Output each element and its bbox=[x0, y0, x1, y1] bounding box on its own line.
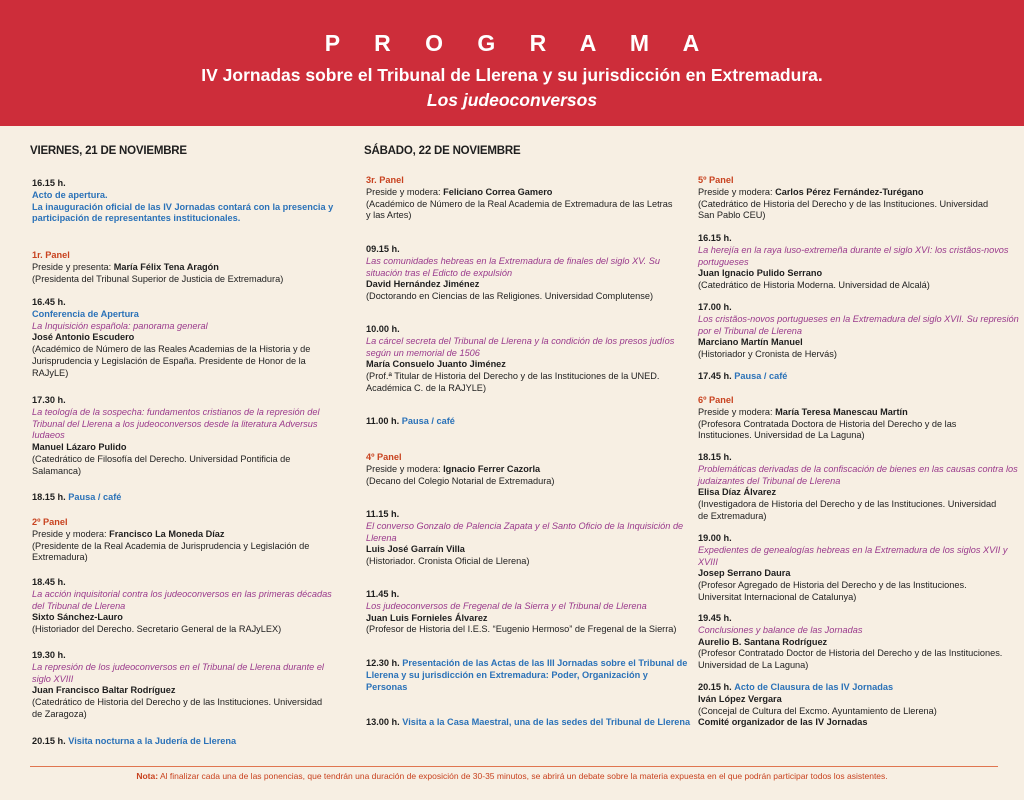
session-topic: La cárcel secreta del Tribunal de Llerena y la condición de los presos judíos bbox=[366, 335, 675, 346]
session-time: 18.45 h. bbox=[32, 577, 66, 587]
chair-affiliation: (Profesora Contratada Doctora de Historia del Derecho y de las bbox=[698, 418, 957, 429]
session-topic: Expedientes de genealogías hebreas en la Extremadura de los siglos XVII y bbox=[698, 544, 1008, 555]
session-topic: Los judeoconversos de Fregenal de la Sierra y el Tribunal de Llerena bbox=[366, 600, 647, 611]
speaker-affiliation: de Zaragoza) bbox=[32, 708, 87, 719]
session-topic: del Tribunal de Llerena bbox=[32, 600, 126, 611]
session-time: 17.00 h. bbox=[698, 302, 732, 312]
session-time: 18.15 h. bbox=[698, 452, 732, 462]
panel-6 bbox=[698, 395, 956, 442]
session-topic: por el Tribunal de Llerena bbox=[698, 325, 803, 336]
session-topic: Los cristãos-novos portugueses en la Extremadura del siglo XVII. Su represión bbox=[698, 313, 1019, 324]
session-pausa bbox=[366, 416, 455, 428]
speaker-affiliation: Salamanca) bbox=[32, 465, 82, 476]
chair-name: Feliciano Correa Gamero bbox=[443, 186, 553, 197]
session-topic: Las comunidades hebreas en la Extremadura de finales del siglo XV. Su bbox=[366, 255, 661, 266]
activity-label: Visita nocturna a la Judería de Llerena bbox=[68, 736, 237, 746]
speaker-name: Juan Ignacio Pulido Serrano bbox=[698, 268, 823, 279]
chair-prefix: Preside y modera: bbox=[32, 528, 110, 539]
session-1945 bbox=[698, 613, 1002, 672]
session-topic: El converso Gonzalo de Palencia Zapata y el Santo Oficio de la Inquisición de bbox=[366, 520, 684, 531]
chair-prefix: Preside y modera: bbox=[698, 406, 776, 417]
chair-name: María Teresa Manescau Martín bbox=[775, 406, 908, 417]
speaker-name: Juan Luis Fornieles Álvarez bbox=[366, 612, 488, 623]
session-1815 bbox=[698, 452, 1018, 523]
chair-name: María Félix Tena Aragón bbox=[113, 261, 219, 272]
session-1900 bbox=[698, 533, 1008, 604]
session-time: 20.15 h. bbox=[32, 736, 66, 746]
activity-label: Visita a la Casa Maestral, una de las sedes del Tribunal de Llerena bbox=[402, 717, 691, 727]
session-time: 19.30 h. bbox=[32, 650, 66, 660]
chair-name: Ignacio Ferrer Cazorla bbox=[443, 463, 541, 474]
session-pausa bbox=[32, 492, 121, 504]
session-time: 17.30 h. bbox=[32, 395, 66, 405]
speaker-affiliation: (Profesor Contratado Doctor de Historia del Derecho y de las Instituciones. bbox=[698, 648, 1003, 659]
day-heading-saturday: SÁBADO, 22 DE NOVIEMBRE bbox=[364, 145, 521, 157]
chair-affiliation: Extremadura) bbox=[32, 552, 88, 563]
speaker-name: Iván López Vergara bbox=[698, 693, 782, 704]
break-label: Pausa / café bbox=[68, 492, 122, 502]
panel-1 bbox=[32, 250, 283, 285]
session-time: 09.15 h. bbox=[366, 244, 400, 254]
chair-affiliation: Instituciones. Universidad de La Laguna) bbox=[698, 430, 865, 441]
session-time: 16.45 h. bbox=[32, 297, 66, 307]
speaker-affiliation: (Historiador del Derecho. Secretario General de la RAJyLEX) bbox=[32, 624, 282, 635]
session-time: 19.45 h. bbox=[698, 613, 732, 623]
session-topic: Tribunal del Llerena a los judeoconversos desde la literatura Adversus bbox=[32, 418, 318, 429]
session-topic: según un memorial de 1506 bbox=[366, 347, 480, 358]
activity-label: Acto de Clausura de las IV Jornadas bbox=[734, 682, 894, 692]
note-label: Nota: bbox=[136, 771, 159, 781]
session-topic: La represión de los judeoconversos en el Tribunal de Llerena durante el bbox=[32, 661, 324, 672]
session-desc: La inauguración oficial de las IV Jornadas contará con la presencia y bbox=[32, 201, 334, 212]
speaker-affiliation: (Profesor de Historia del I.E.S. “Eugenio Hermoso” de Fregenal de la Sierra) bbox=[366, 624, 677, 635]
session-1230 bbox=[366, 658, 687, 693]
panel-label: 2º Panel bbox=[32, 517, 68, 527]
session-time: 10.00 h. bbox=[366, 324, 400, 334]
session-1845 bbox=[32, 577, 332, 636]
session-time: 18.15 h. bbox=[32, 492, 66, 502]
session-1930 bbox=[32, 650, 324, 721]
speaker-affiliation: Universitat Internacional de Catalunya) bbox=[698, 591, 857, 602]
speaker-name: Josep Serrano Daura bbox=[698, 568, 791, 579]
speaker-affiliation: Jurisprudencia y Legislación de España. Presidente de Honor de la bbox=[32, 355, 306, 366]
panel-label: 3r. Panel bbox=[366, 175, 404, 185]
panel-label: 6º Panel bbox=[698, 395, 734, 405]
chair-prefix: Preside y presenta: bbox=[32, 261, 114, 272]
program-title: P R O G R A M A bbox=[324, 30, 714, 56]
session-time: 12.30 h. bbox=[366, 658, 400, 668]
session-visita-nocturna bbox=[32, 736, 236, 748]
speaker-affiliation: (Académico de Número de las Reales Academias de la Historia y de bbox=[32, 344, 311, 355]
session-topic: judaizantes del Tribunal de Llerena bbox=[698, 475, 841, 486]
speaker-affiliation: (Prof.ª Titular de Historia del Derecho y de las Instituciones de la UNED. bbox=[366, 371, 660, 382]
chair-name: Carlos Pérez Fernández-Turégano bbox=[775, 186, 924, 197]
session-title: Acto de apertura. bbox=[32, 189, 108, 200]
session-topic: Problemáticas derivadas de la confiscación de bienes en las causas contra los bbox=[698, 463, 1018, 474]
speaker-name: David Hernández Jiménez bbox=[366, 279, 480, 290]
activity-label: Llerena y su jurisdicción en Extremadura: Poder, Organización y bbox=[366, 669, 648, 680]
event-title: IV Jornadas sobre el Tribunal de Llerena y su jurisdicción en Extremadura. bbox=[201, 65, 823, 85]
speaker-affiliation: (Investigadora de Historia del Derecho y de las Instituciones. Universidad bbox=[698, 499, 997, 510]
panel-label: 5º Panel bbox=[698, 175, 734, 185]
speaker-affiliation: (Catedrático de Historia Moderna. Universidad de Alcalá) bbox=[698, 280, 930, 291]
speaker-name: Manuel Lázaro Pulido bbox=[32, 442, 127, 453]
session-topic: Iudaeos bbox=[32, 430, 65, 441]
session-time: 11.15 h. bbox=[366, 509, 400, 519]
session-time: 19.00 h. bbox=[698, 533, 732, 543]
organizing-committee: Comité organizador de las IV Jornadas bbox=[698, 717, 868, 728]
speaker-affiliation: (Profesor Agregado de Historia del Derecho y de las Instituciones. bbox=[698, 580, 967, 591]
session-topic: siglo XVIII bbox=[32, 673, 74, 684]
chair-prefix: Preside y modera: bbox=[366, 186, 444, 197]
session-topic: situación tras el Edicto de expulsión bbox=[366, 267, 513, 278]
chair-name: Francisco La Moneda Díaz bbox=[109, 528, 225, 539]
footer-note bbox=[0, 771, 1024, 781]
session-topic: La herejía en la raya luso-extremeña durante el siglo XVI: los cristãos-novos bbox=[698, 244, 1009, 255]
speaker-name: Aurelio B. Santana Rodríguez bbox=[698, 636, 828, 647]
session-topic: La acción inquisitorial contra los judeoconversos en las primeras décadas bbox=[32, 588, 332, 599]
chair-affiliation: (Presidenta del Tribunal Superior de Justicia de Extremadura) bbox=[32, 273, 284, 284]
speaker-name: Sixto Sánchez-Lauro bbox=[32, 612, 123, 623]
session-time: 16.15 h. bbox=[698, 233, 732, 243]
session-topic: portugueses bbox=[698, 256, 749, 267]
session-topic: Conclusiones y balance de las Jornadas bbox=[698, 624, 863, 635]
speaker-name: José Antonio Escudero bbox=[32, 332, 135, 343]
session-apertura bbox=[32, 178, 333, 225]
session-time: 11.00 h. bbox=[366, 416, 400, 426]
speaker-affiliation: (Catedrático de Historia del Derecho y de las Instituciones. Universidad bbox=[32, 697, 323, 708]
speaker-name: Luis José Garraín Villa bbox=[366, 544, 465, 555]
break-label: Pausa / café bbox=[734, 371, 788, 381]
panel-4 bbox=[366, 452, 554, 487]
speaker-name: María Consuelo Juanto Jiménez bbox=[366, 359, 506, 370]
chair-affiliation: y las Artes) bbox=[366, 210, 412, 221]
event-theme: Los judeoconversos bbox=[426, 90, 598, 110]
session-1300 bbox=[366, 717, 690, 729]
footer-divider bbox=[30, 766, 998, 767]
session-0915 bbox=[366, 244, 660, 303]
speaker-name: Elisa Díaz Álvarez bbox=[698, 487, 777, 498]
speaker-name: Juan Francisco Baltar Rodríguez bbox=[32, 685, 176, 696]
session-desc: participación de representantes institucionales. bbox=[32, 213, 241, 224]
session-1000 bbox=[366, 324, 674, 395]
chair-affiliation: (Decano del Colegio Notarial de Extremadura) bbox=[366, 475, 555, 486]
activity-label: Presentación de las Actas de las III Jornadas sobre el Tribunal de bbox=[402, 658, 688, 668]
session-topic: La Inquisición española: panorama general bbox=[32, 320, 208, 331]
session-clausura bbox=[698, 682, 937, 729]
session-time: 11.45 h. bbox=[366, 589, 400, 599]
panel-label: 1r. Panel bbox=[32, 250, 70, 260]
session-topic: La teología de la sospecha: fundamentos cristianos de la represión del bbox=[32, 406, 320, 417]
speaker-affiliation: Académica C. de la RAJYLE) bbox=[366, 382, 486, 393]
session-pausa bbox=[698, 371, 787, 383]
speaker-affiliation: (Catedrático de Filosofía del Derecho. Universidad Pontificia de bbox=[32, 453, 291, 464]
session-1730 bbox=[32, 395, 320, 478]
panel-3 bbox=[366, 175, 672, 222]
chair-prefix: Preside y modera: bbox=[698, 186, 776, 197]
session-1700 bbox=[698, 302, 1019, 361]
speaker-affiliation: RAJyLE) bbox=[32, 367, 69, 378]
speaker-affiliation: Universidad de La Laguna) bbox=[698, 660, 809, 671]
session-topic: Llerena bbox=[366, 532, 397, 543]
speaker-affiliation: (Doctorando en Ciencias de las Religiones. Universidad Complutense) bbox=[366, 291, 654, 302]
session-time: 17.45 h. bbox=[698, 371, 732, 381]
session-1145 bbox=[366, 589, 676, 636]
chair-affiliation: San Pablo CEU) bbox=[698, 210, 766, 221]
speaker-affiliation: (Concejal de Cultura del Excmo. Ayuntamiento de Llerena) bbox=[698, 705, 937, 716]
speaker-affiliation: de Extremadura) bbox=[698, 510, 767, 521]
chair-affiliation: (Académico de Número de la Real Academia de Extremadura de las Letras bbox=[366, 198, 673, 209]
panel-label: 4º Panel bbox=[366, 452, 402, 462]
speaker-affiliation: (Historiador y Cronista de Hervás) bbox=[698, 349, 837, 360]
session-time: 13.00 h. bbox=[366, 717, 400, 727]
chair-prefix: Preside y modera: bbox=[366, 463, 444, 474]
chair-affiliation: (Presidente de la Real Academia de Jurisprudencia y Legislación de bbox=[32, 540, 310, 551]
panel-5 bbox=[698, 175, 988, 222]
chair-affiliation: (Catedrático de Historia del Derecho y de las Instituciones. Universidad bbox=[698, 198, 989, 209]
speaker-name: Marciano Martín Manuel bbox=[698, 337, 803, 348]
session-title: Conferencia de Apertura bbox=[32, 308, 139, 319]
day-heading-friday: VIERNES, 21 DE NOVIEMBRE bbox=[30, 145, 187, 157]
header-banner bbox=[0, 0, 1024, 126]
session-time: 16.15 h. bbox=[32, 178, 66, 188]
break-label: Pausa / café bbox=[401, 416, 455, 426]
panel-2 bbox=[32, 517, 309, 564]
session-time: 20.15 h. bbox=[698, 682, 732, 692]
note-text: Al finalizar cada una de las ponencias, que tendrán una duración de exposición de 30-35 minutos, se abrirá un debate sobre la materia expuesta en el que podrán participar todos los asistentes. bbox=[158, 771, 888, 781]
session-conferencia bbox=[32, 297, 310, 380]
session-1115 bbox=[366, 509, 683, 568]
session-topic: XVIII bbox=[698, 556, 718, 567]
speaker-affiliation: (Historiador. Cronista Oficial de Llerena) bbox=[366, 556, 530, 567]
activity-label: Personas bbox=[366, 681, 408, 692]
session-1615 bbox=[698, 233, 1009, 292]
